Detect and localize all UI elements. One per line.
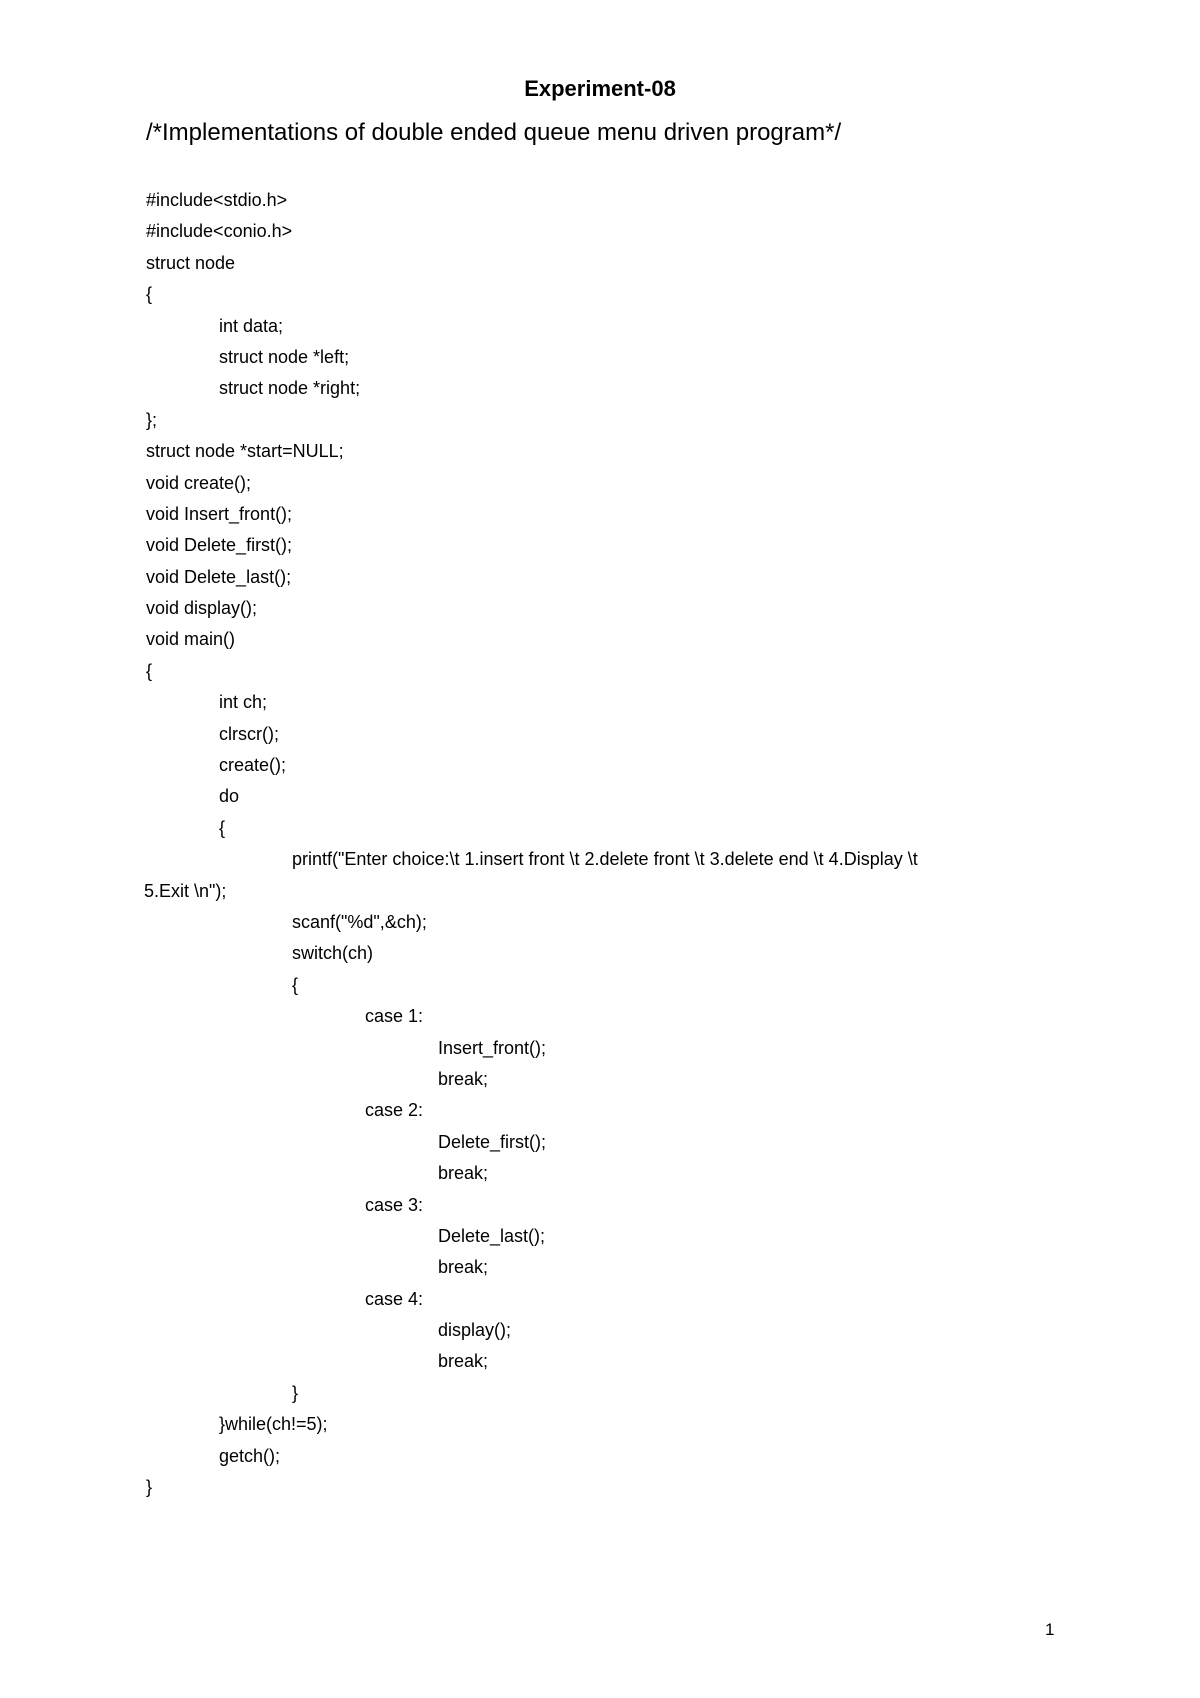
- code-line: Insert_front();: [438, 1037, 547, 1058]
- code-line: case 3:: [365, 1194, 424, 1215]
- code-line: {: [146, 284, 153, 305]
- code-line: case 4:: [365, 1288, 424, 1309]
- document-title: Experiment-08: [524, 76, 676, 101]
- code-line: int data;: [219, 315, 284, 336]
- code-line: struct node *left;: [219, 346, 350, 367]
- code-line: {: [292, 974, 299, 995]
- code-line: do: [219, 786, 240, 807]
- code-block: [146, 185, 1066, 1503]
- page-number: 1: [1045, 1620, 1055, 1639]
- code-line: case 2:: [365, 1100, 424, 1121]
- code-line: }while(ch!=5);: [219, 1414, 328, 1435]
- code-line: {: [146, 660, 153, 681]
- code-line: };: [146, 409, 158, 430]
- code-line: #include<conio.h>: [146, 221, 293, 242]
- code-line: int ch;: [219, 692, 268, 713]
- code-line: void display();: [146, 598, 258, 619]
- code-line: struct node: [146, 252, 236, 273]
- code-line: void Delete_first();: [146, 535, 293, 556]
- code-line: struct node *right;: [219, 378, 361, 399]
- code-line: }: [292, 1382, 299, 1403]
- code-line: {: [219, 817, 226, 838]
- code-line: Delete_last();: [438, 1225, 546, 1246]
- code-line: display();: [438, 1320, 512, 1341]
- document-subtitle: /*Implementations of double ended queue menu driven program*/: [146, 119, 842, 146]
- code-line: break;: [438, 1068, 489, 1089]
- code-line: clrscr();: [219, 723, 279, 744]
- code-line: 5.Exit \n");: [144, 880, 227, 901]
- code-line: break;: [438, 1351, 489, 1372]
- code-line: #include<stdio.h>: [146, 190, 288, 210]
- code-line: getch();: [219, 1445, 281, 1466]
- code-line: void Delete_last();: [146, 566, 292, 587]
- code-line: break;: [438, 1257, 489, 1278]
- code-line: void create();: [146, 472, 252, 493]
- code-line: create();: [219, 755, 287, 776]
- code-line: }: [146, 1477, 153, 1498]
- code-line: Delete_first();: [438, 1131, 547, 1152]
- code-line: printf("Enter choice:\t 1.insert front \t 2.delete front \t 3.delete end \t 4.Display \t: [292, 849, 918, 870]
- code-line: case 1:: [365, 1006, 424, 1027]
- code-line: scanf("%d",&ch);: [292, 911, 427, 932]
- code-line: void main(): [146, 629, 236, 650]
- code-line: break;: [438, 1163, 489, 1184]
- code-line: struct node *start=NULL;: [146, 441, 344, 462]
- code-line: switch(ch): [292, 943, 374, 964]
- code-line: void Insert_front();: [146, 503, 293, 524]
